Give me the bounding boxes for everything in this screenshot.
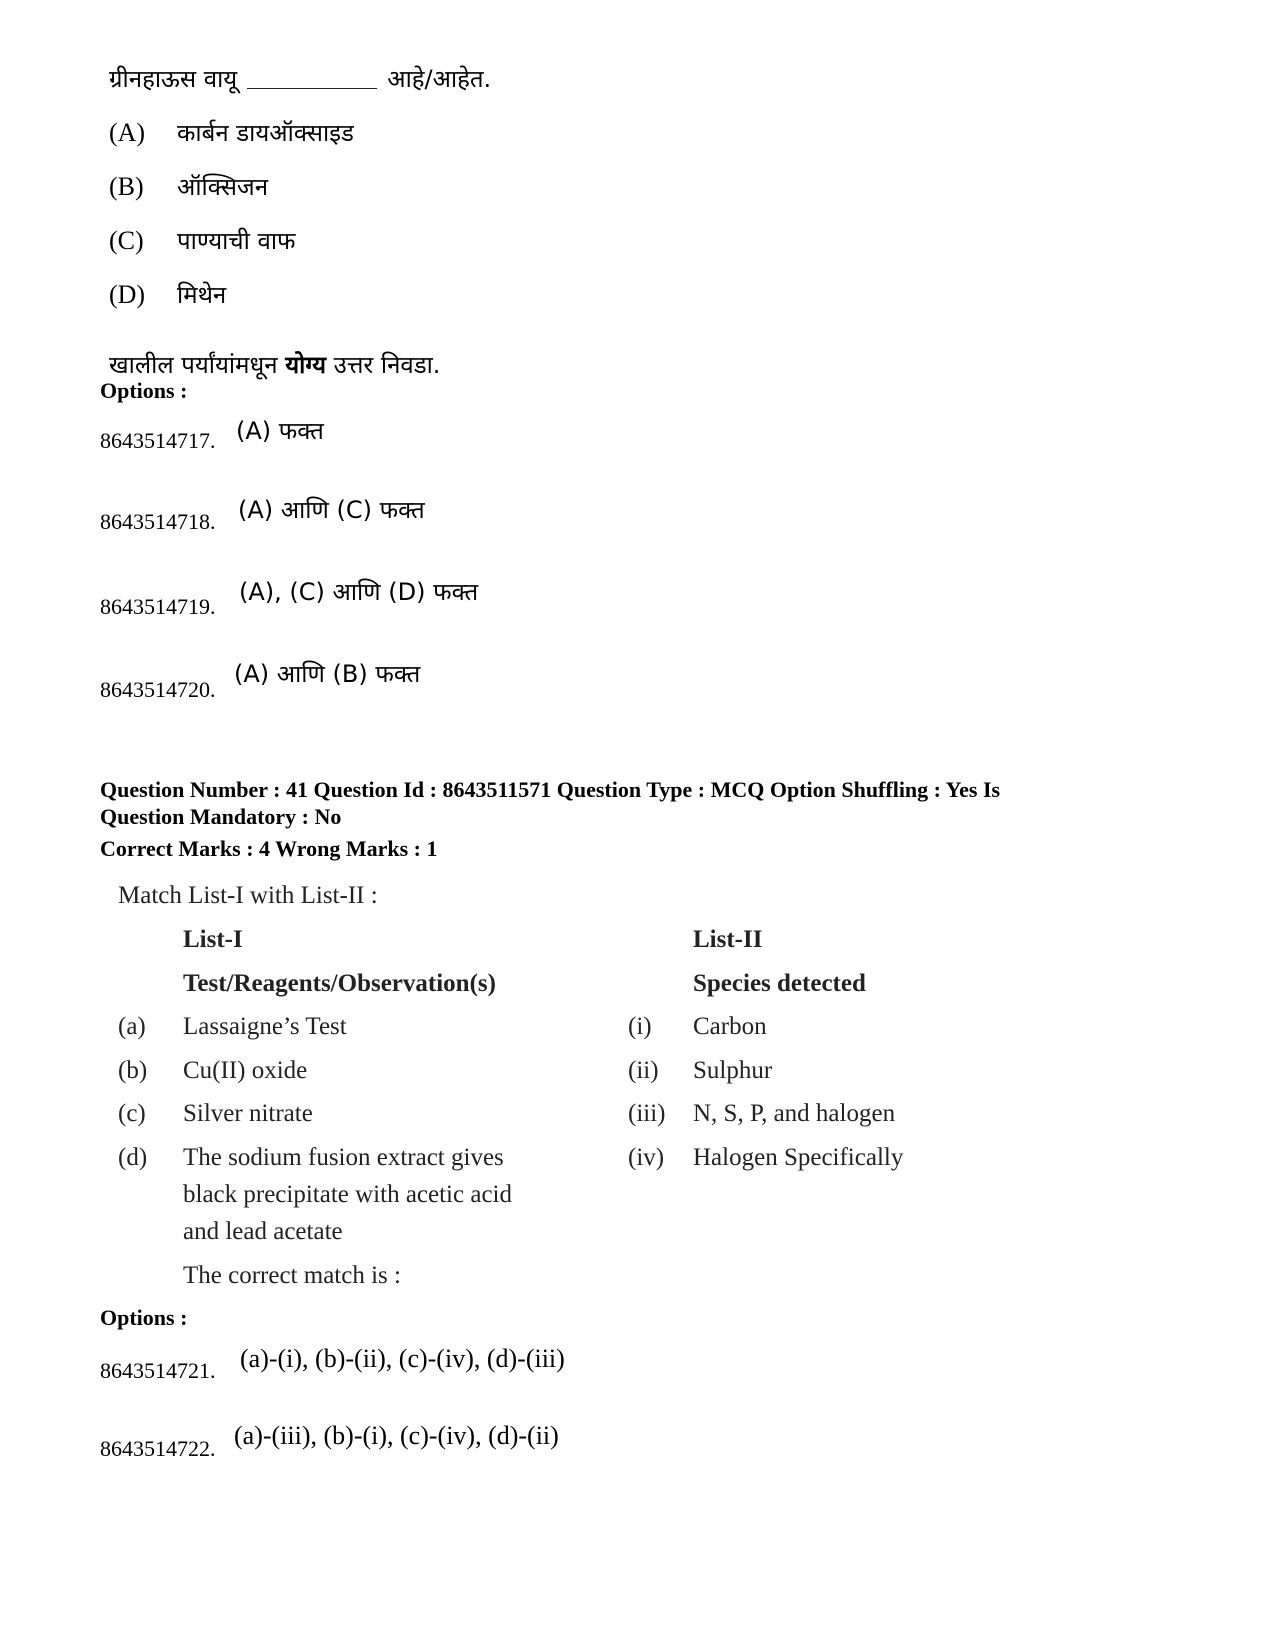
- statement-text: पाण्याची वाफ: [177, 227, 296, 255]
- statement-text: कार्बन डायऑक्साइड: [177, 119, 354, 147]
- option-id: 8643514722.: [100, 1436, 216, 1461]
- option-text[interactable]: (A) आणि (B) फक्त: [234, 660, 421, 688]
- list2-subtitle: Species detected: [693, 970, 866, 997]
- question-marks: Correct Marks : 4 Wrong Marks : 1: [100, 836, 438, 861]
- question-instruction: [109, 348, 440, 381]
- statement-item: [109, 224, 296, 257]
- statement-item: [109, 116, 354, 149]
- list1-item-line: The sodium fusion extract gives: [183, 1144, 504, 1171]
- question-meta-line: Question Number : 41 Question Id : 8643511571 Question Type : MCQ Option Shuffling : Yes Is: [100, 777, 1001, 802]
- list2-label: (ii): [628, 1057, 659, 1084]
- option-id: 8643514718.: [100, 509, 216, 534]
- stem-text-pre: ग्रीनहाऊस वायू: [109, 65, 238, 93]
- stem-text-post: आहे/आहेत.: [387, 65, 492, 93]
- options-heading: Options :: [100, 1305, 188, 1330]
- option-text[interactable]: (A) फक्त: [236, 417, 324, 445]
- option-id: 8643514721.: [100, 1358, 216, 1383]
- list1-item: Lassaigne’s Test: [183, 1013, 347, 1040]
- question-meta-line: Question Mandatory : No: [100, 804, 342, 829]
- list1-label: (c): [118, 1100, 146, 1127]
- list2-label: (iv): [628, 1144, 665, 1171]
- list2-item: Carbon: [693, 1013, 767, 1040]
- statement-text: मिथेन: [177, 281, 227, 309]
- statement-item: [109, 278, 226, 311]
- statement-text: ऑक्सिजन: [177, 173, 269, 201]
- option-id: 8643514717.: [100, 428, 216, 453]
- instruction-text-post: उत्तर निवडा.: [333, 351, 441, 379]
- option-text[interactable]: (A) आणि (C) फक्त: [238, 496, 425, 524]
- statement-label: (D): [109, 280, 146, 309]
- list2-label: (iii): [628, 1100, 666, 1127]
- option-text[interactable]: (a)-(i), (b)-(ii), (c)-(iv), (d)-(iii): [240, 1344, 565, 1373]
- option-text[interactable]: (A), (C) आणि (D) फक्त: [239, 578, 479, 606]
- list1-label: (b): [118, 1057, 148, 1084]
- list1-label: (d): [118, 1144, 148, 1171]
- fill-blank: [247, 88, 377, 89]
- list1-item: Silver nitrate: [183, 1100, 313, 1127]
- instruction-text-bold: योग्य: [285, 351, 327, 379]
- instruction-text-pre: खालील पर्यांयांमधून: [109, 351, 278, 379]
- statement-label: (A): [109, 118, 146, 147]
- question-stem: [109, 62, 491, 95]
- option-id: 8643514719.: [100, 594, 216, 619]
- statement-label: (B): [109, 172, 144, 201]
- list2-item: Sulphur: [693, 1057, 773, 1084]
- list2-label: (i): [628, 1013, 652, 1040]
- list1-item-line: black precipitate with acetic acid: [183, 1181, 512, 1208]
- options-heading: Options :: [100, 378, 188, 403]
- list2-item: Halogen Specifically: [693, 1144, 904, 1171]
- match-intro: Match List-I with List-II :: [118, 882, 378, 909]
- statement-label: (C): [109, 226, 144, 255]
- closing-prompt: The correct match is :: [183, 1262, 401, 1289]
- list1-title: List-I: [183, 926, 243, 953]
- option-id: 8643514720.: [100, 677, 216, 702]
- list2-item: N, S, P, and halogen: [693, 1100, 896, 1127]
- option-text[interactable]: (a)-(iii), (b)-(i), (c)-(iv), (d)-(ii): [234, 1421, 559, 1450]
- statement-item: [109, 170, 268, 203]
- list1-label: (a): [118, 1013, 146, 1040]
- list1-item: Cu(II) oxide: [183, 1057, 308, 1084]
- list1-item-line: and lead acetate: [183, 1218, 343, 1245]
- list2-title: List-II: [693, 926, 763, 953]
- list1-subtitle: Test/Reagents/Observation(s): [183, 970, 496, 997]
